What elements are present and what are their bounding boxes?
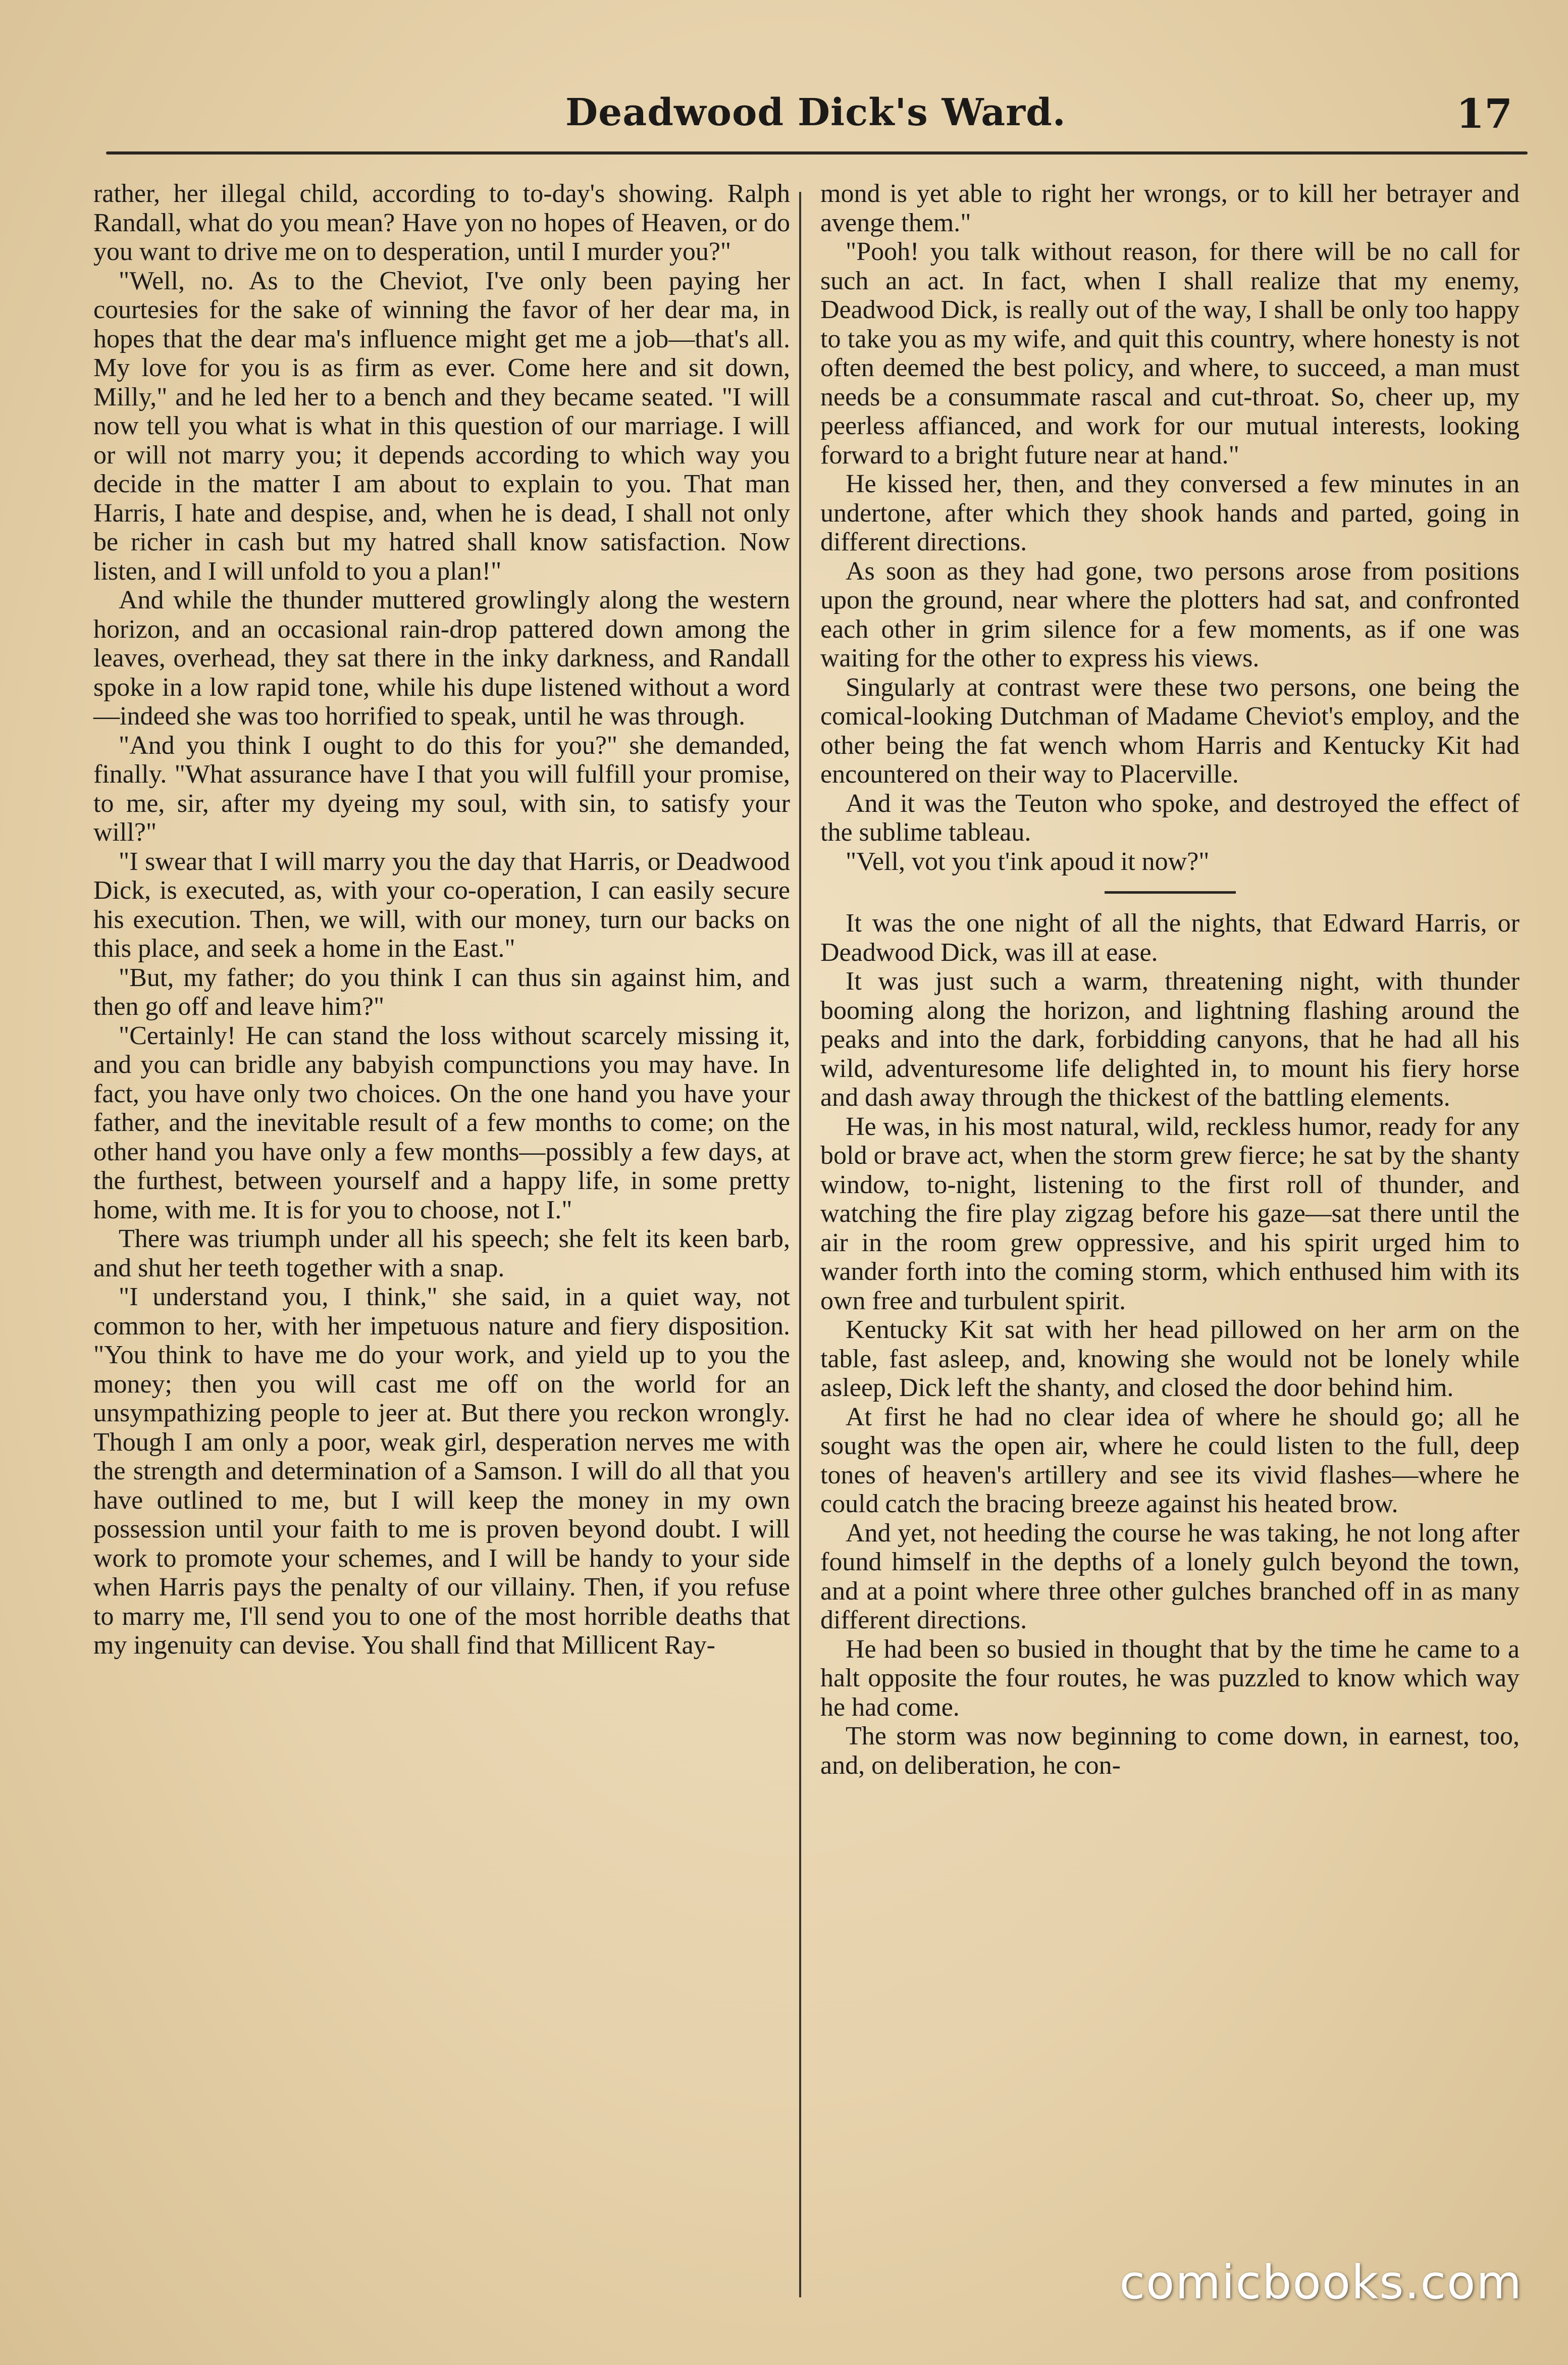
paragraph: Singularly at contrast were these two persons, one being the comical-looking Dutchman of Madame Cheviot's employ, and the other being the fat wench whom Harris and Kentucky Kit had encountered on their way to Placerville. (820, 673, 1520, 789)
paragraph: And it was the Teuton who spoke, and destroyed the effect of the sublime tableau. (820, 789, 1520, 847)
paragraph: "Vell, vot you t'ink apoud it now?" (846, 847, 1210, 876)
paragraph: He had been so busied in thought that by the time he came to a halt opposite the four routes, he was puzzled to know which way he had come. (820, 1634, 1520, 1722)
paragraph: The storm was now beginning to come down, in earnest, too, and, on deliberation, he con- (820, 1722, 1520, 1780)
paragraph: "Well, no. As to the Cheviot, I've only been paying her courtesies for the sake of winning the favor of her dear ma, in hopes that the dear ma's influence might get me a job—that's all. My love for you is as firm as ever. Come here and sit down, Milly," and he led her to a bench and they became seated. "I will now tell you what is what in this question of our marriage. I will or will not marry you; it depends according to which way you decide in the matter I am about to explain to you. That man Harris, I hate and despise, and, when he is dead, I shall not only be richer in cash but my hatred shall know satisfaction. Now listen, and I will unfold to you a plan!" (93, 266, 790, 586)
right-column (820, 179, 1520, 1780)
paragraph: "Certainly! He can stand the loss without scarcely missing it, and you can bridle any babyish compunctions you may have. In fact, you have only two choices. On the one hand you have your father, and the inevitable result of a few months to come; on the other hand you have only a few months—possibly a few days, at the furthest, between yourself and a happy life, in some pretty home, with me. It is for you to choose, not I." (93, 1021, 790, 1224)
paragraph: At first he had no clear idea of where he should go; all he sought was the open air, where he could listen to the full, deep tones of heaven's artillery and see its vivid flashes—where he could catch the bracing breeze against his heated brow. (820, 1402, 1520, 1518)
page-number: 17 (1456, 90, 1512, 137)
paragraph: He kissed her, then, and they conversed a few minutes in an undertone, after which they shook hands and parted, going in different directions. (820, 470, 1520, 556)
paragraph: rather, her illegal child, according to to-day's showing. Ralph Randall, what do you mean? Have yon no hopes of Heaven, or do you want to drive me on to desperation, until I murder you?" (93, 179, 790, 266)
paragraph: "I understand you, I think," she said, in a quiet way, not common to her, with her impetuous nature and fiery disposition. "You think to have me do your work, and yield up to you the money; then you will cast me off on the world for an unsympathizing people to jeer at. But there you reckon wrongly. Though I am only a poor, weak girl, desperation nerves me with the strength and determination of a Samson. I will do all that you have outlined to me, but I will keep the money in my own possession until your faith to me is proven beyond doubt. I will work to promote your schemes, and I will be handy to your side when Harris pays the penalty of our villainy. Then, if you refuse to marry me, I'll send you to one of the most horrible deaths that my ingenuity can devise. You shall find that Millicent Ray- (93, 1282, 790, 1660)
paragraph: And while the thunder muttered growlingly along the western horizon, and an occasional rain-drop pattered down among the leaves, overhead, they sat there in the inky darkness, and Randall spoke in a low rapid tone, while his dupe listened without a word—indeed she was too horrified to speak, until he was through. (93, 586, 790, 731)
paragraph: Kentucky Kit sat with her head pillowed on her arm on the table, fast asleep, and, knowing she would not be lonely while asleep, Dick left the shanty, and closed the door behind him. (820, 1315, 1520, 1402)
paragraph: As soon as they had gone, two persons arose from positions upon the ground, near where the plotters had sat, and confronted each other in grim silence for a few moments, as if one was waiting for the other to express his views. (820, 556, 1520, 673)
page-header (106, 86, 1523, 151)
scene-break-rule (1105, 891, 1236, 894)
site-watermark: comicbooks.com (1119, 2255, 1523, 2309)
paragraph: "And you think I ought to do this for you?" she demanded, finally. "What assurance have I that you will fulfill your promise, to me, sir, after my dyeing my soul, with sin, to satisfy your will?" (93, 731, 790, 847)
paragraph: There was triumph under all his speech; she felt its keen barb, and shut her teeth together with a snap. (93, 1224, 790, 1282)
paragraph: "Pooh! you talk without reason, for there will be no call for such an act. In fact, when I shall realize that my enemy, Deadwood Dick, is really out of the way, I shall be only too happy to take you as my wife, and quit this country, where honesty is not often deemed the best policy, and where, to succeed, a man must needs be a consummate rascal and cut-throat. So, cheer up, my peerless affianced, and work for our mutual interests, looking forward to a bright future near at hand." (820, 237, 1520, 470)
running-title: Deadwood Dick's Ward. (565, 91, 1066, 134)
paragraph: "I swear that I will marry you the day that Harris, or Deadwood Dick, is executed, as, with your co-operation, I can easily secure his execution. Then, we will, with our money, turn our backs on this place, and seek a home in the East." (93, 847, 790, 963)
column-divider (799, 192, 801, 2297)
paragraph: "But, my father; do you think I can thus sin against him, and then go off and leave him?" (93, 963, 790, 1021)
paragraph: It was the one night of all the nights, that Edward Harris, or Deadwood Dick, was ill at ease. (820, 909, 1520, 967)
paragraph: And yet, not heeding the course he was taking, he not long after found himself in the depths of a lonely gulch beyond the town, and at a point where three other gulches branched off in as many different directions. (820, 1518, 1520, 1634)
paragraph: It was just such a warm, threatening night, with thunder booming along the horizon, and lightning flashing around the peaks and into the dark, forbidding canyons, that he had all his wild, adventuresome life delighted in, to mount his fiery horse and dash away through the thickest of the battling elements. (820, 967, 1520, 1112)
header-rule (106, 151, 1528, 155)
left-column (93, 179, 790, 1660)
paragraph: He was, in his most natural, wild, reckless humor, ready for any bold or brave act, when the storm grew fierce; he sat by the shanty window, to-night, listening to the first roll of thunder, and watching the fire play zigzag before his gaze—sat there until the air in the room grew oppressive, and his spirit urged him to wander forth into the coming storm, which enthused him with its own free and turbulent spirit. (820, 1112, 1520, 1315)
paragraph: mond is yet able to right her wrongs, or to kill her betrayer and avenge them." (820, 179, 1520, 237)
